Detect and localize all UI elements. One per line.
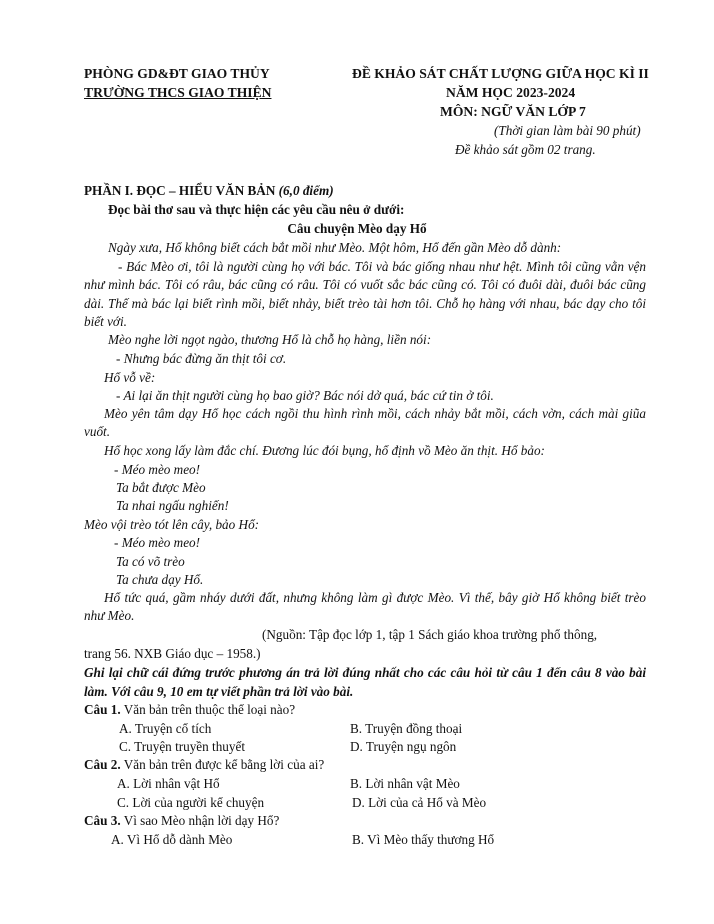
story-verse-6: Ta chưa dạy Hổ. xyxy=(116,572,204,587)
question-1-option-b: B. Truyện đồng thoại xyxy=(350,721,463,736)
school-name: TRƯỜNG THCS GIAO THIỆN xyxy=(84,85,272,100)
section-points: (6,0 điểm) xyxy=(278,183,334,198)
question-2-option-a: A. Lời nhân vật Hổ xyxy=(117,776,220,791)
question-1-number: Câu 1. xyxy=(84,702,121,717)
story-paragraph-4: - Nhưng bác đừng ăn thịt tôi cơ. xyxy=(116,351,287,366)
story-verse-3: Ta nhai ngấu nghiến! xyxy=(116,498,229,513)
section-title: PHẦN I. ĐỌC – HIỂU VĂN BẢN xyxy=(84,183,276,198)
question-1-option-a: A. Truyện cổ tích xyxy=(119,721,212,736)
question-3 xyxy=(84,813,279,829)
story-verse-5: Ta có võ trèo xyxy=(116,554,185,569)
department-name: PHÒNG GD&ĐT GIAO THỦY xyxy=(84,66,270,81)
question-2-number: Câu 2. xyxy=(84,757,121,772)
question-2-option-d: D. Lời của cả Hổ và Mèo xyxy=(352,795,487,810)
answer-directions: Ghi lại chữ cái đứng trước phương án trả lời đúng nhất cho các câu hỏi từ câu 1 đến câu 8 vào bài làm. Với câu 9, 10 em tự viết phần trả lời vào bài. xyxy=(84,665,646,699)
story-paragraph-8: Hổ học xong lấy làm đắc chí. Đương lúc đói bụng, hổ định vồ Mèo ăn thịt. Hổ bảo: xyxy=(104,443,545,458)
question-3-number: Câu 3. xyxy=(84,813,121,828)
question-3-option-b: B. Vì Mèo thấy thương Hổ xyxy=(352,832,495,847)
story-paragraph-10: Hổ tức quá, gầm nháy dưới đất, nhưng không làm gì được Mèo. Vì thế, bây giờ Hổ không biết trèo như Mèo. xyxy=(84,590,646,624)
source-line-2: trang 56. NXB Giáo dục – 1958.) xyxy=(84,646,261,661)
story-verse-2: Ta bắt được Mèo xyxy=(116,480,206,495)
subject-line: MÔN: NGỮ VĂN LỚP 7 xyxy=(440,104,586,119)
section-heading xyxy=(84,183,334,199)
question-2-option-b: B. Lời nhân vật Mèo xyxy=(350,776,460,791)
question-1-option-d: D. Truyện ngụ ngôn xyxy=(350,739,457,754)
time-limit: (Thời gian làm bài 90 phút) xyxy=(494,123,641,138)
school-year: NĂM HỌC 2023-2024 xyxy=(446,85,576,100)
question-2-option-c: C. Lời của người kể chuyện xyxy=(117,795,265,810)
question-1-text: Văn bản trên thuộc thể loại nào? xyxy=(120,702,296,717)
story-paragraph-2: - Bác Mèo ơi, tôi là người cùng họ với bác. Tôi và bác giống nhau như hệt. Mình tôi cũng vằn vện như mình bác. Tôi có râu, bác cũng có râu. Tôi có vuốt sắc bác cũng có. Tôi có đuôi dài, đuôi bác cũng dài. Thế mà bác lại biết rình mồi, biết nhảy, biết trèo tài hơn tôi. Chỗ họ hàng với nhau, bác dạy cho tôi biết với. xyxy=(84,259,646,330)
story-verse-4: - Méo mèo meo! xyxy=(114,535,201,550)
page-count-note: Đề khảo sát gồm 02 trang. xyxy=(455,142,596,157)
story-title: Câu chuyện Mèo dạy Hổ xyxy=(287,221,427,236)
question-2 xyxy=(84,757,324,773)
question-3-option-a: A. Vì Hổ dỗ dành Mèo xyxy=(111,832,233,847)
reading-instruction: Đọc bài thơ sau và thực hiện các yêu cầu nêu ở dưới: xyxy=(108,202,405,217)
story-paragraph-6: - Ai lại ăn thịt người cùng họ bao giờ? Bác nói dở quá, bác cứ tin ở tôi. xyxy=(116,388,494,403)
story-paragraph-9: Mèo vội trèo tót lên cây, bảo Hổ: xyxy=(84,517,260,532)
story-paragraph-1: Ngày xưa, Hổ không biết cách bắt mồi như Mèo. Một hôm, Hổ đến gần Mèo dỗ dành: xyxy=(108,240,562,255)
story-paragraph-7: Mèo yên tâm dạy Hổ học cách ngồi thu hình rình mồi, cách nhảy bắt mồi, cách vờn, cách mài giũa vuốt. xyxy=(84,406,646,440)
exam-title: ĐỀ KHẢO SÁT CHẤT LƯỢNG GIỮA HỌC KÌ II xyxy=(352,66,649,81)
source-line-1: (Nguồn: Tập đọc lớp 1, tập 1 Sách giáo khoa trường phổ thông, xyxy=(262,627,598,642)
question-3-text: Vì sao Mèo nhận lời dạy Hổ? xyxy=(120,813,280,828)
question-2-text: Văn bản trên được kể bằng lời của ai? xyxy=(120,757,325,772)
story-verse-1: - Méo mèo meo! xyxy=(114,462,201,477)
story-paragraph-3: Mèo nghe lời ngọt ngào, thương Hổ là chỗ họ hàng, liền nói: xyxy=(108,332,432,347)
question-1 xyxy=(84,702,295,718)
question-1-option-c: C. Truyện truyền thuyết xyxy=(119,739,246,754)
story-paragraph-5: Hổ vỗ về: xyxy=(104,370,156,385)
